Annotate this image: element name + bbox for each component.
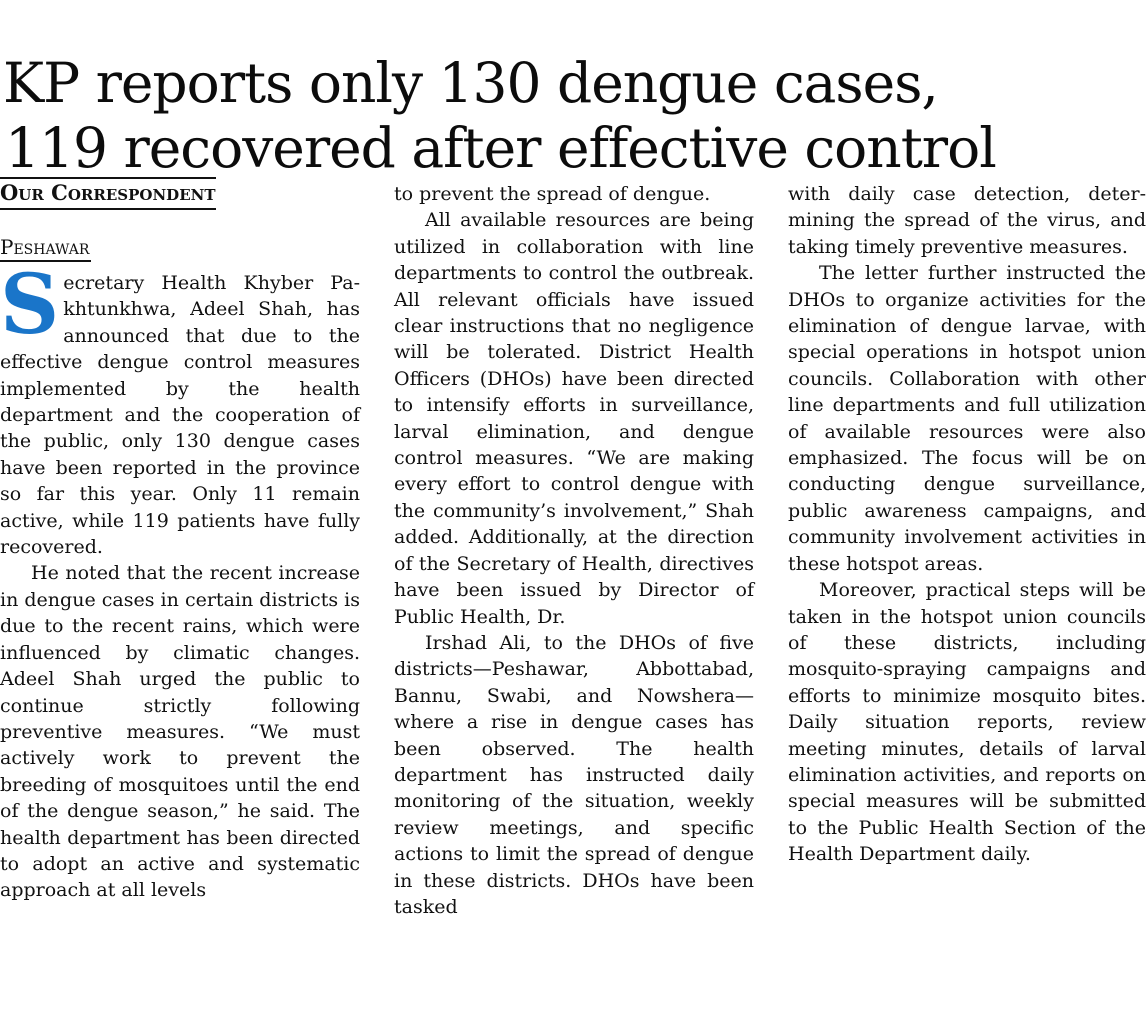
article-column-1	[0, 181, 360, 904]
paragraph: All available resources are being utilized in collaboration with line departments to control the outbreak. All relevant officials have issued clear instructions that no negligence will be tolerated. District Health Officers (DHOs) have been directed to intensify efforts in surveillance, larval elimination, and dengue control measures. “We are making every effort to control dengue with the community’s involvement,” Shah added. Additionally, at the direction of the Secretary of Health, directives have been issued by Director of Public Health, Dr.	[394, 209, 754, 628]
paragraph: Irshad Ali, to the DHOs of five districts—Peshawar, Abbottabad, Bannu, Swabi, and Nowshera—where a rise in dengue cases has been observed. The health department has instructed daily monitoring of the situation, weekly review meetings, and specific actions to limit the spread of dengue in these districts. DHOs have been tasked	[394, 631, 754, 918]
headline-line-2: 119 recovered after effective control	[5, 115, 996, 180]
byline: Our Correspondent	[0, 177, 216, 210]
drop-cap: S	[0, 257, 60, 353]
headline	[0, 51, 1148, 181]
article-column-3	[788, 181, 1146, 868]
paragraph-text: ecretary Health Khyber Pakhtunkhwa, Adeel Shah, has announced that due to the effective dengue control measures implemented by the health department and the cooperation of the public, only 130 dengue cases have been reported in the province so far this year. Only 11 remain active, while 119 patients have fully recovered.	[0, 272, 360, 559]
headline-line-1: KP reports only 130 dengue cases,	[3, 50, 938, 115]
paragraph	[0, 257, 360, 560]
paragraph: The letter further instructed the DHOs to organize activities for the elimination of dengue larvae, with special operations in hotspot union councils. Collaboration with other line departments and full utilization of available resources were also emphasized. The focus will be on conducting dengue surveillance, public awareness campaigns, and community involvement activities in these hotspot areas.	[788, 262, 1146, 575]
article-column-2	[394, 181, 754, 920]
dateline: Peshawar	[0, 234, 91, 262]
paragraph: He noted that the recent increase in dengue cases in certain districts is due to the recent rains, which were influenced by climatic changes. Adeel Shah urged the public to continue strictly following preventive measures. “We must actively work to prevent the breeding of mosquitoes until the end of the dengue season,” he said. The health department has been directed to adopt an active and systematic approach at all levels	[0, 562, 360, 902]
paragraph: to prevent the spread of dengue.	[394, 183, 711, 205]
paragraph: Moreover, practical steps will be taken in the hotspot union councils of these districts, including mosquito-spraying campaigns and efforts to minimize mosquito bites. Daily situation reports, review meeting minutes, details of larval elimination activities, and reports on special measures will be submitted to the Public Health Section of the Health Department daily.	[788, 579, 1146, 866]
paragraph: with daily case detection, determining the spread of the virus, and taking timely preventive measures.	[788, 183, 1146, 258]
